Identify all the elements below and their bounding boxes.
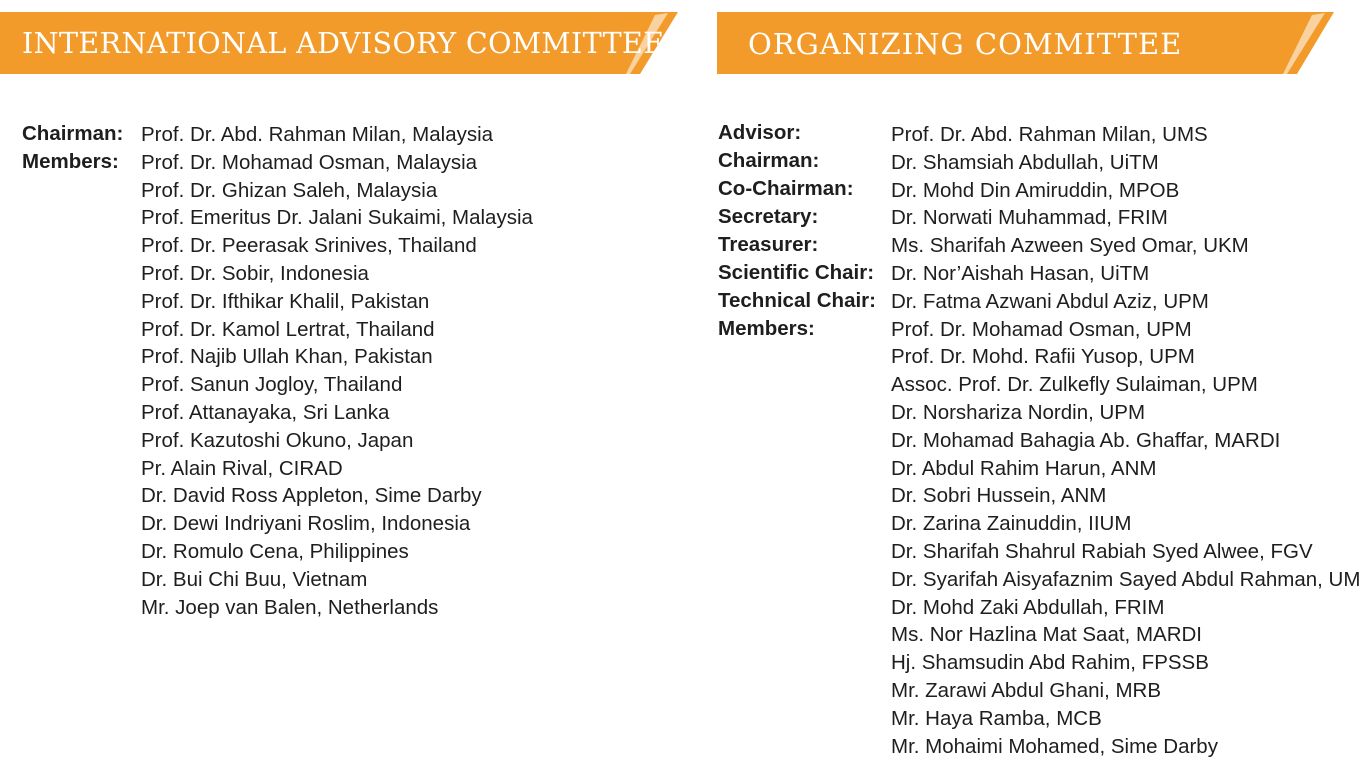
role-label: Technical Chair: [718, 289, 876, 312]
international-committee-title: INTERNATIONAL ADVISORY COMMITTEE [22, 27, 665, 60]
member-name: Mr. Joep van Balen, Netherlands [141, 595, 439, 619]
member-name: Dr. Abdul Rahim Harun, ANM [891, 456, 1157, 480]
member-name: Dr. Norshariza Nordin, UPM [891, 401, 1146, 424]
member-name: Dr. Sharifah Shahrul Rabiah Syed Alwee, FGV [891, 540, 1313, 563]
member-name: Mr. Haya Ramba, MCB [891, 706, 1102, 730]
role-label: Chairman: [22, 122, 124, 145]
member-name: Prof. Dr. Ghizan Saleh, Malaysia [141, 178, 438, 202]
member-name: Dr. Mohd Din Amiruddin, MPOB [891, 178, 1180, 202]
member-name: Dr. Sobri Hussein, ANM [891, 484, 1107, 508]
organizing-committee-title: ORGANIZING COMMITTEE [748, 27, 1183, 61]
role-label: Secretary: [718, 205, 819, 228]
member-name: Pr. Alain Rival, CIRAD [141, 456, 343, 480]
role-label: Members: [22, 150, 119, 173]
member-name: Dr. Zarina Zainuddin, IIUM [891, 512, 1132, 536]
member-name: Prof. Kazutoshi Okuno, Japan [141, 428, 414, 452]
member-name: Prof. Emeritus Dr. Jalani Sukaimi, Malaysia [141, 206, 533, 230]
role-label: Advisor: [718, 121, 802, 144]
member-name: Dr. Shamsiah Abdullah, UiTM [891, 150, 1159, 174]
role-label: Members: [718, 317, 815, 340]
member-name: Dr. David Ross Appleton, Sime Darby [141, 484, 482, 508]
role-label: Treasurer: [718, 233, 819, 256]
member-name: Prof. Dr. Abd. Rahman Milan, UMS [891, 123, 1208, 146]
member-name: Ms. Nor Hazlina Mat Saat, MARDI [891, 623, 1202, 647]
member-name: Prof. Dr. Kamol Lertrat, Thailand [141, 317, 435, 341]
member-name: Prof. Dr. Mohamad Osman, UPM [891, 317, 1192, 341]
member-name: Ms. Sharifah Azween Syed Omar, UKM [891, 234, 1249, 258]
member-name: Prof. Sanun Jogloy, Thailand [141, 373, 403, 397]
member-name: Dr. Dewi Indriyani Roslim, Indonesia [141, 512, 471, 536]
member-name: Dr. Mohd Zaki Abdullah, FRIM [891, 595, 1165, 619]
member-name: Prof. Dr. Ifthikar Khalil, Pakistan [141, 289, 430, 313]
role-label: Co-Chairman: [718, 177, 854, 200]
member-name: Prof. Dr. Abd. Rahman Milan, Malaysia [141, 123, 494, 146]
member-name: Mr. Zarawi Abdul Ghani, MRB [891, 679, 1162, 702]
member-name: Assoc. Prof. Dr. Zulkefly Sulaiman, UPM [891, 373, 1258, 397]
member-name: Prof. Dr. Peerasak Srinives, Thailand [141, 234, 477, 258]
member-name: Prof. Dr. Sobir, Indonesia [141, 262, 369, 285]
role-label: Chairman: [718, 149, 820, 172]
member-name: Prof. Dr. Mohd. Rafii Yusop, UPM [891, 345, 1195, 369]
role-label: Scientific Chair: [718, 261, 875, 284]
member-name: Dr. Fatma Azwani Abdul Aziz, UPM [891, 289, 1209, 313]
international-committee-banner [0, 12, 680, 76]
member-name: Prof. Dr. Mohamad Osman, Malaysia [141, 150, 478, 174]
member-name: Prof. Najib Ullah Khan, Pakistan [141, 345, 433, 369]
member-name: Dr. Mohamad Bahagia Ab. Ghaffar, MARDI [891, 428, 1281, 452]
member-name: Hj. Shamsudin Abd Rahim, FPSSB [891, 651, 1209, 675]
member-name: Dr. Norwati Muhammad, FRIM [891, 206, 1168, 230]
member-name: Dr. Romulo Cena, Philippines [141, 540, 409, 563]
member-name: Dr. Bui Chi Buu, Vietnam [141, 567, 368, 591]
member-name: Dr. Nor’Aishah Hasan, UiTM [891, 262, 1150, 285]
member-name: Mr. Mohaimi Mohamed, Sime Darby [891, 734, 1218, 758]
organizing-committee-banner [717, 12, 1337, 76]
member-name: Dr. Syarifah Aisyafaznim Sayed Abdul Rahman, UM [891, 567, 1361, 591]
member-name: Prof. Attanayaka, Sri Lanka [141, 401, 390, 424]
